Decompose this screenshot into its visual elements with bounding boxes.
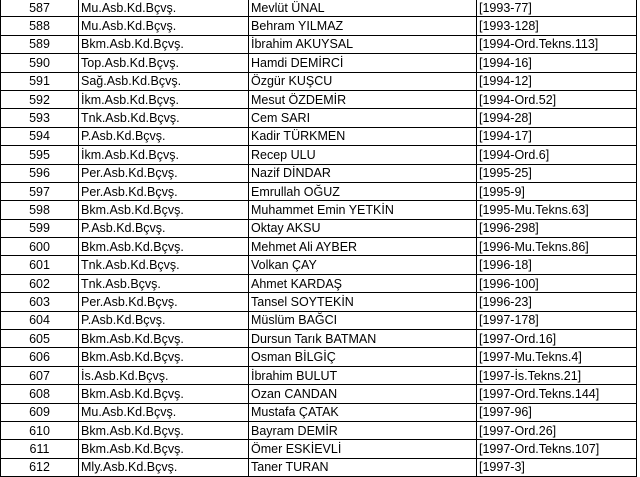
rank-cell: Sağ.Asb.Kd.Bçvş. bbox=[79, 72, 249, 90]
name-cell: Oktay AKSU bbox=[249, 219, 477, 237]
code-cell: [1997-Ord.26] bbox=[477, 421, 637, 439]
rank-cell: Bkm.Asb.Kd.Bçvş. bbox=[79, 385, 249, 403]
name-cell: Hamdi DEMİRCİ bbox=[249, 54, 477, 72]
table-row bbox=[1, 458, 637, 476]
code-cell: [1995-Mu.Tekns.63] bbox=[477, 201, 637, 219]
rank-cell: Bkm.Asb.Kd.Bçvş. bbox=[79, 330, 249, 348]
table-row bbox=[1, 0, 637, 17]
row-number: 598 bbox=[1, 201, 79, 219]
name-cell: Cem SARI bbox=[249, 109, 477, 127]
code-cell: [1993-128] bbox=[477, 17, 637, 35]
rank-cell: Bkm.Asb.Kd.Bçvş. bbox=[79, 421, 249, 439]
rank-cell: Mu.Asb.Kd.Bçvş. bbox=[79, 403, 249, 421]
row-number: 597 bbox=[1, 182, 79, 200]
table-row bbox=[1, 35, 637, 53]
table-row bbox=[1, 311, 637, 329]
row-number: 596 bbox=[1, 164, 79, 182]
row-number: 607 bbox=[1, 366, 79, 384]
rank-cell: Per.Asb.Kd.Bçvş. bbox=[79, 182, 249, 200]
code-cell: [1997-96] bbox=[477, 403, 637, 421]
table-row bbox=[1, 348, 637, 366]
name-cell: Mehmet Ali AYBER bbox=[249, 238, 477, 256]
code-cell: [1995-25] bbox=[477, 164, 637, 182]
name-cell: Dursun Tarık BATMAN bbox=[249, 330, 477, 348]
row-number: 603 bbox=[1, 293, 79, 311]
row-number: 592 bbox=[1, 90, 79, 108]
code-cell: [1995-9] bbox=[477, 182, 637, 200]
name-cell: Mevlüt ÜNAL bbox=[249, 0, 477, 17]
rank-cell: İs.Asb.Kd.Bçvş. bbox=[79, 366, 249, 384]
rank-cell: Per.Asb.Kd.Bçvş. bbox=[79, 164, 249, 182]
name-cell: Özgür KUŞCU bbox=[249, 72, 477, 90]
name-cell: Ömer ESKİEVLİ bbox=[249, 440, 477, 458]
name-cell: İbrahim BULUT bbox=[249, 366, 477, 384]
code-cell: [1997-İs.Tekns.21] bbox=[477, 366, 637, 384]
table-row bbox=[1, 238, 637, 256]
name-cell: Osman BİLGİÇ bbox=[249, 348, 477, 366]
rank-cell: Bkm.Asb.Kd.Bçvş. bbox=[79, 201, 249, 219]
row-number: 610 bbox=[1, 421, 79, 439]
rank-cell: Top.Asb.Kd.Bçvş. bbox=[79, 54, 249, 72]
rank-cell: P.Asb.Kd.Bçvş. bbox=[79, 311, 249, 329]
name-cell: Recep ULU bbox=[249, 146, 477, 164]
name-cell: Mustafa ÇATAK bbox=[249, 403, 477, 421]
code-cell: [1994-17] bbox=[477, 127, 637, 145]
row-number: 594 bbox=[1, 127, 79, 145]
name-cell: Tansel SOYTEKİN bbox=[249, 293, 477, 311]
table-row bbox=[1, 274, 637, 292]
code-cell: [1994-Ord.Tekns.113] bbox=[477, 35, 637, 53]
rank-cell: Tnk.Asb.Kd.Bçvş. bbox=[79, 256, 249, 274]
row-number: 606 bbox=[1, 348, 79, 366]
row-number: 605 bbox=[1, 330, 79, 348]
rank-cell: Bkm.Asb.Kd.Bçvş. bbox=[79, 238, 249, 256]
table-row bbox=[1, 182, 637, 200]
name-cell: İbrahim AKUYSAL bbox=[249, 35, 477, 53]
table-row bbox=[1, 366, 637, 384]
table-row bbox=[1, 219, 637, 237]
table-row bbox=[1, 421, 637, 439]
name-cell: Volkan ÇAY bbox=[249, 256, 477, 274]
row-number: 604 bbox=[1, 311, 79, 329]
rank-cell: Mly.Asb.Kd.Bçvş. bbox=[79, 458, 249, 476]
code-cell: [1997-Mu.Tekns.4] bbox=[477, 348, 637, 366]
name-cell: Kadir TÜRKMEN bbox=[249, 127, 477, 145]
row-number: 601 bbox=[1, 256, 79, 274]
rank-cell: Mu.Asb.Kd.Bçvş. bbox=[79, 17, 249, 35]
row-number: 612 bbox=[1, 458, 79, 476]
code-cell: [1996-18] bbox=[477, 256, 637, 274]
code-cell: [1994-16] bbox=[477, 54, 637, 72]
row-number: 602 bbox=[1, 274, 79, 292]
row-number: 588 bbox=[1, 17, 79, 35]
table-row bbox=[1, 90, 637, 108]
name-cell: Müslüm BAĞCI bbox=[249, 311, 477, 329]
name-cell: Ozan CANDAN bbox=[249, 385, 477, 403]
code-cell: [1997-3] bbox=[477, 458, 637, 476]
code-cell: [1997-Ord.Tekns.144] bbox=[477, 385, 637, 403]
rank-cell: P.Asb.Kd.Bçvş. bbox=[79, 127, 249, 145]
code-cell: [1993-77] bbox=[477, 0, 637, 17]
row-number: 587 bbox=[1, 0, 79, 17]
table-row bbox=[1, 146, 637, 164]
row-number: 599 bbox=[1, 219, 79, 237]
code-cell: [1997-Ord.Tekns.107] bbox=[477, 440, 637, 458]
table-row bbox=[1, 127, 637, 145]
name-cell: Mesut ÖZDEMİR bbox=[249, 90, 477, 108]
rank-cell: Bkm.Asb.Kd.Bçvş. bbox=[79, 35, 249, 53]
personnel-table-body bbox=[1, 0, 637, 477]
code-cell: [1994-Ord.6] bbox=[477, 146, 637, 164]
table-row bbox=[1, 72, 637, 90]
code-cell: [1996-298] bbox=[477, 219, 637, 237]
rank-cell: Tnk.Asb.Kd.Bçvş. bbox=[79, 109, 249, 127]
name-cell: Bayram DEMİR bbox=[249, 421, 477, 439]
table-row bbox=[1, 17, 637, 35]
table-row bbox=[1, 293, 637, 311]
rank-cell: Mu.Asb.Kd.Bçvş. bbox=[79, 0, 249, 17]
table-row bbox=[1, 385, 637, 403]
rank-cell: Per.Asb.Kd.Bçvş. bbox=[79, 293, 249, 311]
table-row bbox=[1, 440, 637, 458]
row-number: 608 bbox=[1, 385, 79, 403]
row-number: 609 bbox=[1, 403, 79, 421]
row-number: 589 bbox=[1, 35, 79, 53]
rank-cell: İkm.Asb.Kd.Bçvş. bbox=[79, 90, 249, 108]
name-cell: Taner TURAN bbox=[249, 458, 477, 476]
rank-cell: Tnk.Asb.Bçvş. bbox=[79, 274, 249, 292]
rank-cell: Bkm.Asb.Kd.Bçvş. bbox=[79, 440, 249, 458]
code-cell: [1994-Ord.52] bbox=[477, 90, 637, 108]
table-row bbox=[1, 201, 637, 219]
code-cell: [1994-28] bbox=[477, 109, 637, 127]
name-cell: Ahmet KARDAŞ bbox=[249, 274, 477, 292]
rank-cell: İkm.Asb.Kd.Bçvş. bbox=[79, 146, 249, 164]
table-row bbox=[1, 403, 637, 421]
code-cell: [1997-178] bbox=[477, 311, 637, 329]
table-row bbox=[1, 164, 637, 182]
name-cell: Muhammet Emin YETKİN bbox=[249, 201, 477, 219]
table-row bbox=[1, 330, 637, 348]
row-number: 593 bbox=[1, 109, 79, 127]
code-cell: [1994-12] bbox=[477, 72, 637, 90]
row-number: 611 bbox=[1, 440, 79, 458]
table-row bbox=[1, 256, 637, 274]
name-cell: Emrullah OĞUZ bbox=[249, 182, 477, 200]
name-cell: Nazif DİNDAR bbox=[249, 164, 477, 182]
table-row bbox=[1, 109, 637, 127]
row-number: 595 bbox=[1, 146, 79, 164]
code-cell: [1997-Ord.16] bbox=[477, 330, 637, 348]
rank-cell: P.Asb.Kd.Bçvş. bbox=[79, 219, 249, 237]
code-cell: [1996-23] bbox=[477, 293, 637, 311]
name-cell: Behram YILMAZ bbox=[249, 17, 477, 35]
row-number: 591 bbox=[1, 72, 79, 90]
rank-cell: Bkm.Asb.Kd.Bçvş. bbox=[79, 348, 249, 366]
row-number: 590 bbox=[1, 54, 79, 72]
code-cell: [1996-100] bbox=[477, 274, 637, 292]
row-number: 600 bbox=[1, 238, 79, 256]
table-row bbox=[1, 54, 637, 72]
code-cell: [1996-Mu.Tekns.86] bbox=[477, 238, 637, 256]
